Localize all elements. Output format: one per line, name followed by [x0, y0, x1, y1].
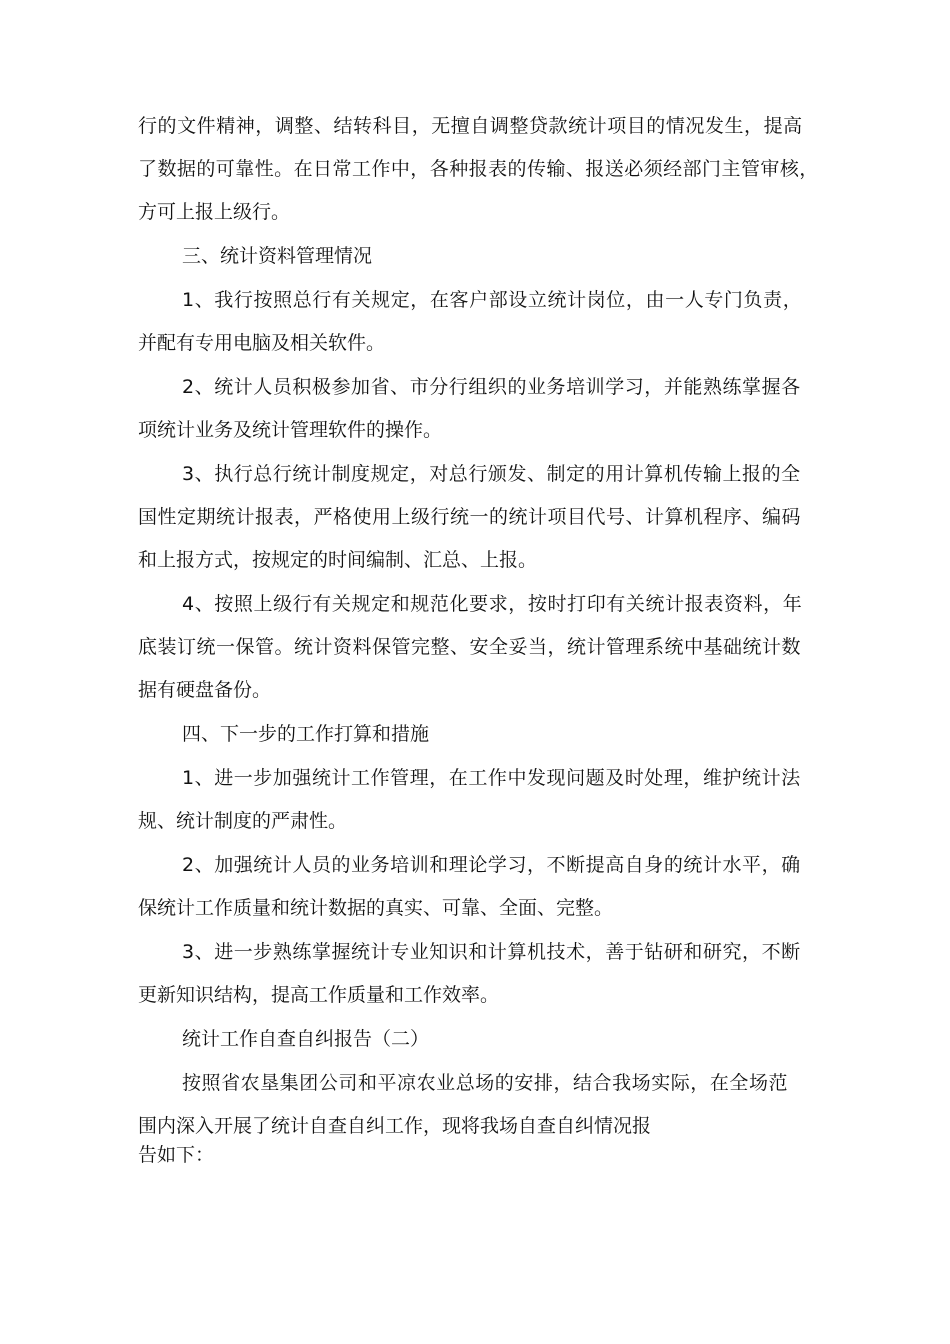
body-line-8: 项统计业务及统计管理软件的操作。 [138, 419, 443, 441]
body-line-11: 和上报方式，按规定的时间编制、汇总、上报。 [138, 549, 538, 571]
report-title-2: 统计工作自查自纠报告（二） [182, 1028, 430, 1050]
body-line-24: 围内深入开展了统计自查自纠工作，现将我场自查自纠情况报 [138, 1115, 652, 1137]
body-line-6: 并配有专用电脑及相关软件。 [138, 332, 386, 354]
body-line-14: 据有硬盘备份。 [138, 679, 272, 701]
body-line-13: 底装订统一保管。统计资料保管完整、安全妥当，统计管理系统中基础统计数 [138, 636, 802, 658]
body-line-10: 国性定期统计报表，严格使用上级行统一的统计项目代号、计算机程序、编码 [138, 506, 802, 528]
body-line-17: 规、统计制度的严肃性。 [138, 810, 348, 832]
section-heading-4: 四、下一步的工作打算和措施 [182, 723, 430, 745]
body-line-23: 按照省农垦集团公司和平凉农业总场的安排，结合我场实际，在全场范 [182, 1072, 789, 1094]
body-line-3: 方可上报上级行。 [138, 201, 291, 223]
body-line-5: 1、我行按照总行有关规定，在客户部设立统计岗位，由一人专门负责， [182, 289, 803, 311]
body-line-7: 2、统计人员积极参加省、市分行组织的业务培训学习，并能熟练掌握各 [182, 376, 801, 398]
body-line-25: 告如下： [138, 1144, 215, 1166]
body-line-18: 2、加强统计人员的业务培训和理论学习，不断提高自身的统计水平，确 [182, 854, 801, 876]
body-line-2: 了数据的可靠性。在日常工作中，各种报表的传输、报送必须经部门主管审核， [138, 158, 819, 180]
body-line-20: 3、进一步熟练掌握统计专业知识和计算机技术，善于钻研和研究，不断 [182, 941, 801, 963]
body-line-21: 更新知识结构，提高工作质量和工作效率。 [138, 984, 500, 1006]
body-line-19: 保统计工作质量和统计数据的真实、可靠、全面、完整。 [138, 897, 614, 919]
body-line-12: 4、按照上级行有关规定和规范化要求，按时打印有关统计报表资料，年 [182, 593, 803, 615]
section-heading-3: 三、统计资料管理情况 [182, 245, 373, 267]
body-line-1: 行的文件精神，调整、结转科目，无擅自调整贷款统计项目的情况发生，提高 [138, 115, 803, 137]
body-line-9: 3、执行总行统计制度规定，对总行颁发、制定的用计算机传输上报的全 [182, 463, 801, 485]
body-line-16: 1、进一步加强统计工作管理，在工作中发现问题及时处理，维护统计法 [182, 767, 801, 789]
